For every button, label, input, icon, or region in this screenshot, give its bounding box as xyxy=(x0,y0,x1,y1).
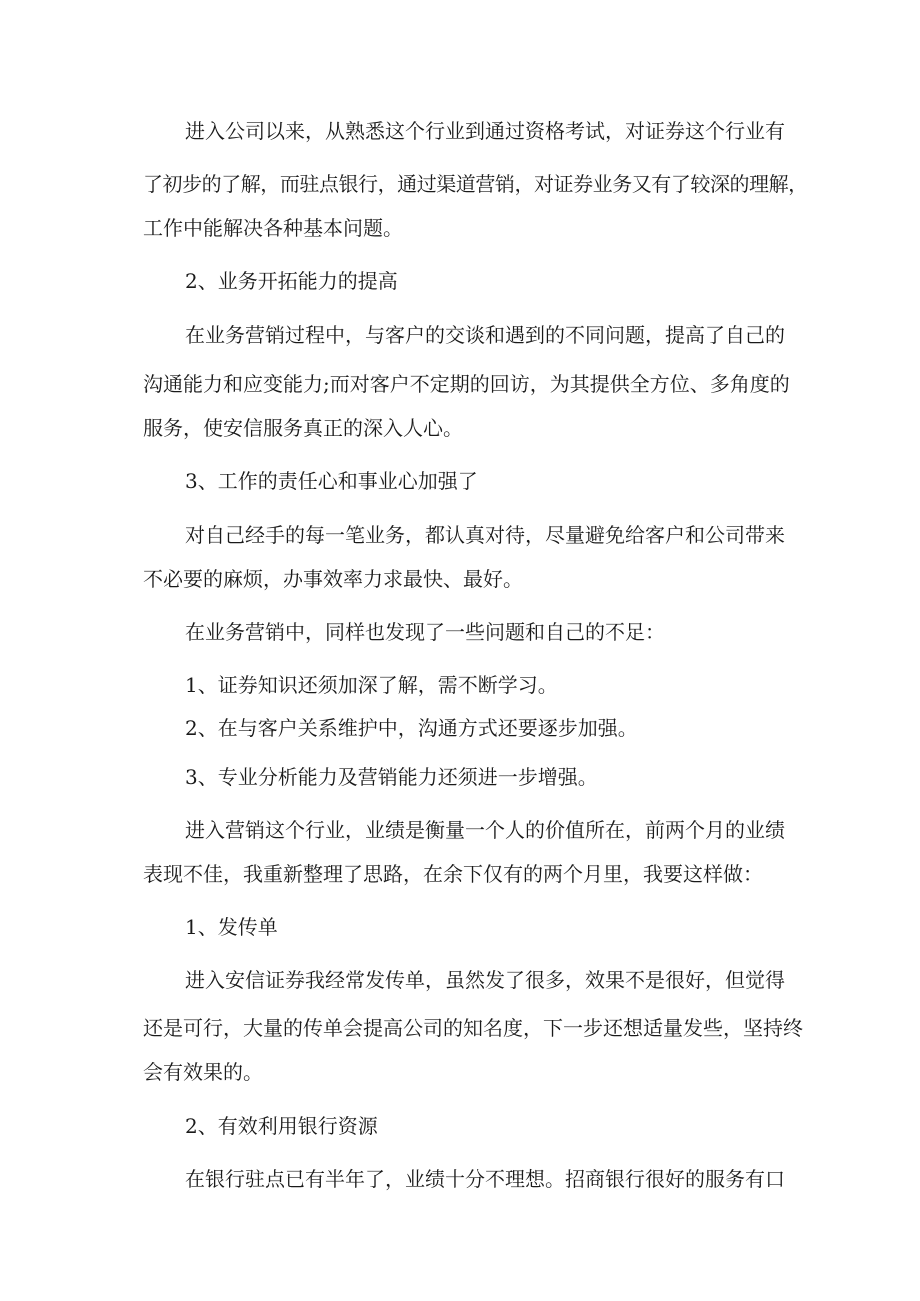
paragraph-line: 不必要的麻烦，办事效率力求最快、最好。 xyxy=(143,567,523,591)
paragraph-line: 1、证券知识还须加深了解，需不断学习。 xyxy=(185,673,558,697)
paragraph-line: 沟通能力和应变能力;而对客户不定期的回访，为其提供全方位、多角度的 xyxy=(143,372,790,396)
paragraph-line: 在业务营销中，同样也发现了一些问题和自己的不足： xyxy=(185,620,665,644)
paragraph-line: 3、工作的责任心和事业心加强了 xyxy=(185,469,478,493)
paragraph-line: 2、业务开拓能力的提高 xyxy=(185,269,398,293)
paragraph-line: 对自己经手的每一笔业务，都认真对待，尽量避免给客户和公司带来 xyxy=(185,523,785,547)
paragraph-line: 进入公司以来，从熟悉这个行业到通过资格考试，对证券这个行业有 xyxy=(185,119,785,143)
paragraph-line: 工作中能解决各种基本问题。 xyxy=(143,216,403,240)
paragraph-line: 进入安信证券我经常发传单，虽然发了很多，效果不是很好，但觉得 xyxy=(185,968,785,992)
paragraph-line: 还是可行，大量的传单会提高公司的知名度，下一步还想适量发些，坚持终 xyxy=(143,1016,803,1040)
paragraph-line: 3、专业分析能力及营销能力还须进一步增强。 xyxy=(185,765,598,789)
paragraph-line: 在银行驻点已有半年了，业绩十分不理想。招商银行很好的服务有口 xyxy=(185,1167,785,1191)
paragraph-line: 在业务营销过程中，与客户的交谈和遇到的不同问题，提高了自己的 xyxy=(185,323,785,347)
paragraph-line: 服务，使安信服务真正的深入人心。 xyxy=(143,416,463,440)
paragraph-line: 进入营销这个行业，业绩是衡量一个人的价值所在，前两个月的业绩 xyxy=(185,818,785,842)
paragraph-line: 2、有效利用银行资源 xyxy=(185,1114,378,1138)
paragraph-line: 表现不佳，我重新整理了思路，在余下仅有的两个月里，我要这样做： xyxy=(143,862,763,886)
paragraph-line: 2、在与客户关系维护中，沟通方式还要逐步加强。 xyxy=(185,716,638,740)
paragraph-line: 了初步的了解，而驻点银行，通过渠道营销，对证券业务又有了较深的理解， xyxy=(143,172,808,196)
paragraph-line: 1、发传单 xyxy=(185,915,278,939)
paragraph-line: 会有效果的。 xyxy=(143,1060,263,1084)
